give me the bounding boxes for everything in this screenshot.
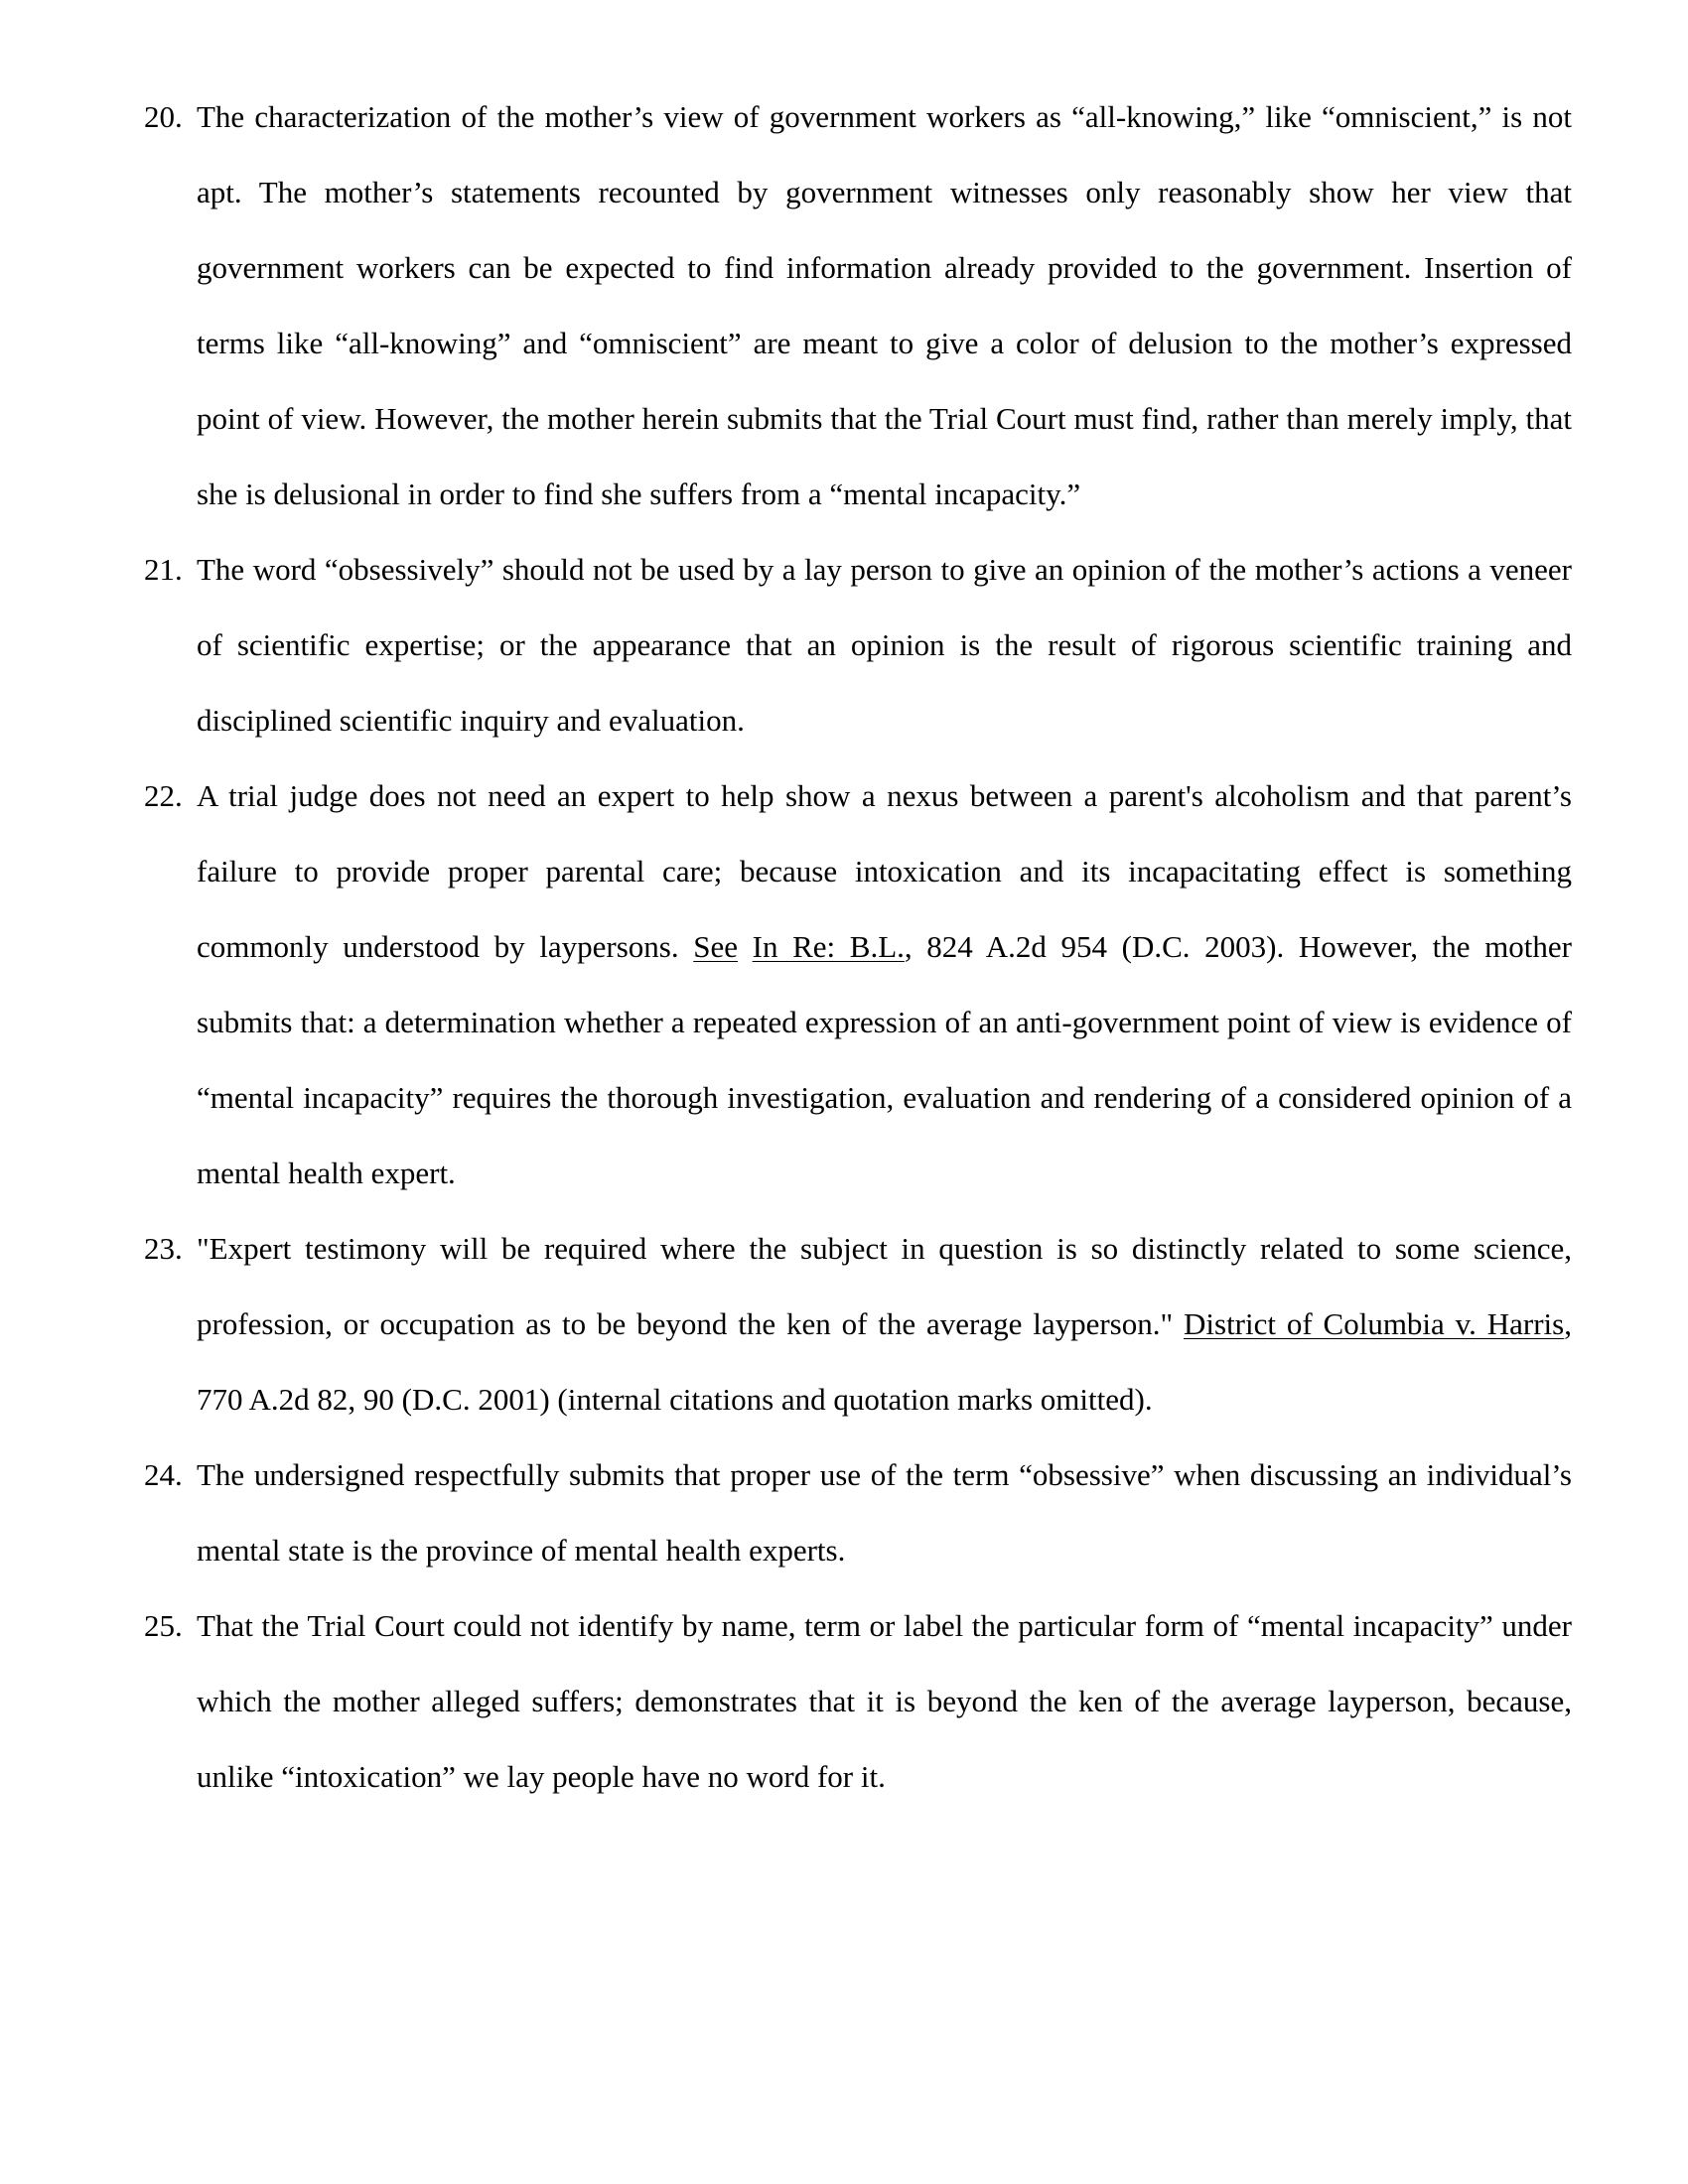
paragraph-text-segment: The characterization of the mother’s view of government workers as “all-knowing,” like “omniscient,” is not apt. The mother’s statements recounted by government witnesses only reasonably show her view that government workers can be expected to find information already provided to the government. Insertion of terms like “all-knowing” and “omniscient” are meant to give a color of delusion to the mother’s expressed point of view. However, the mother herein submits that the Trial Court must find, rather than merely imply, that she is delusional in order to find she suffers from a “mental incapacity.” (197, 99, 1572, 511)
paragraph-text (197, 1211, 1572, 1437)
paragraph-text (197, 79, 1572, 532)
paragraph-text (197, 1588, 1572, 1815)
numbered-paragraph-24 (144, 1437, 1572, 1588)
paragraph-text (197, 1437, 1572, 1588)
numbered-paragraph-20 (144, 79, 1572, 532)
case-citation: In Re: B.L. (752, 929, 905, 964)
paragraph-text-segment: , 824 A.2d 954 (D.C. 2003). However, the mother submits that: a determination whether a repeated expression of an anti-government point of view is evidence of “mental incapacity” requires the thorough investigation, evaluation and rendering of a considered opinion of a mental health expert. (197, 929, 1572, 1190)
paragraph-text-segment: "Expert testimony will be required where the subject in question is so distinctly related to some science, profession, or occupation as to be beyond the ken of the average layperson." (197, 1231, 1572, 1341)
numbered-paragraph-22 (144, 758, 1572, 1211)
paragraph-text-segment (738, 929, 753, 964)
paragraph-number: 22. (144, 778, 183, 813)
paragraph-number: 21. (144, 552, 183, 587)
case-citation: See (693, 929, 739, 964)
paragraph-text (197, 758, 1572, 1211)
paragraph-number: 20. (144, 99, 183, 134)
numbered-paragraph-25 (144, 1588, 1572, 1815)
paragraph-text-segment: The word “obsessively” should not be used by a lay person to give an opinion of the mother’s actions a veneer of scientific expertise; or the appearance that an opinion is the result of rigorous scientific training and disciplined scientific inquiry and evaluation. (197, 552, 1572, 738)
numbered-paragraph-21 (144, 532, 1572, 758)
paragraph-number: 23. (144, 1231, 183, 1266)
numbered-paragraph-list (144, 79, 1572, 1815)
paragraph-text-segment: A trial judge does not need an expert to help show a nexus between a parent's alcoholism and that parent’s failure to provide proper parental care; because intoxication and its incapacitating effect is something commonly understood by laypersons. (197, 778, 1572, 964)
paragraph-text-segment: The undersigned respectfully submits that proper use of the term “obsessive” when discussing an individual’s mental state is the province of mental health experts. (197, 1457, 1572, 1568)
paragraph-text-segment: , 770 A.2d 82, 90 (D.C. 2001) (internal citations and quotation marks omitted). (197, 1306, 1572, 1417)
paragraph-number: 24. (144, 1457, 183, 1492)
case-citation: District of Columbia v. Harris (1184, 1306, 1565, 1341)
paragraph-text (197, 532, 1572, 758)
numbered-paragraph-23 (144, 1211, 1572, 1437)
paragraph-text-segment: That the Trial Court could not identify by name, term or label the particular form of “mental incapacity” under which the mother alleged suffers; demonstrates that it is beyond the ken of the average layperson, because, unlike “intoxication” we lay people have no word for it. (197, 1608, 1572, 1794)
paragraph-number: 25. (144, 1608, 183, 1643)
